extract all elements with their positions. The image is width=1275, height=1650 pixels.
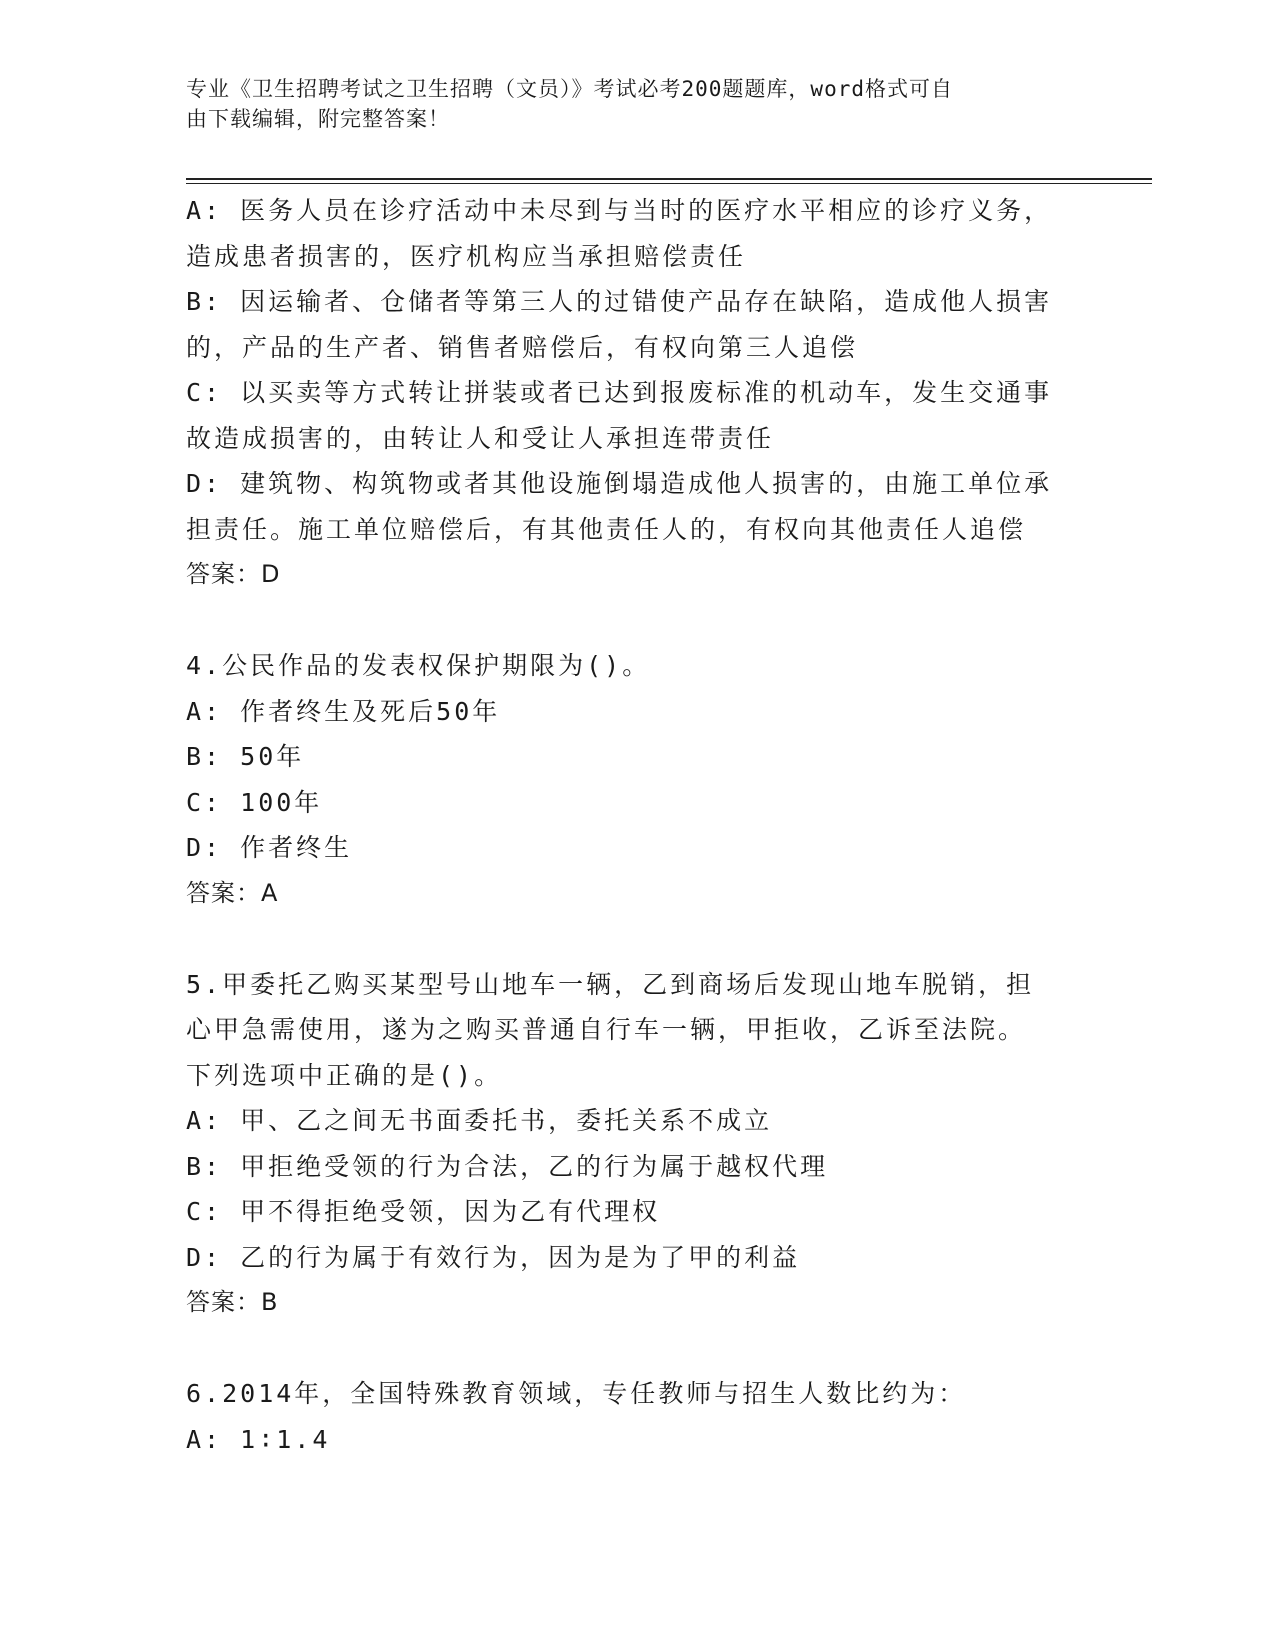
option-b: B: 因运输者、仓储者等第三人的过错使产品存在缺陷，造成他人损害 — [186, 287, 1053, 316]
option-c: C: 甲不得拒绝受领，因为乙有代理权 — [186, 1197, 661, 1226]
question-stem: 5.甲委托乙购买某型号山地车一辆，乙到商场后发现山地车脱销，担 — [186, 969, 1035, 999]
header-title-line-2: 由下载编辑，附完整答案！ — [186, 107, 450, 131]
question-stem: 4.公民作品的发表权保护期限为()。 — [186, 651, 651, 680]
header-divider-thin — [186, 183, 1152, 184]
header-divider-thick — [186, 178, 1152, 180]
spacer — [186, 916, 1076, 962]
answer: 答案：B — [186, 1288, 279, 1316]
option-a: A: 甲、乙之间无书面委托书，委托关系不成立 — [186, 1106, 773, 1135]
spacer — [186, 1326, 1076, 1372]
option-d: D: 乙的行为属于有效行为，因为是为了甲的利益 — [186, 1242, 801, 1272]
option-b-continued: 的，产品的生产者、销售者赔偿后，有权向第三人追偿 — [186, 332, 859, 362]
option-a: A: 作者终生及死后50年 — [186, 696, 501, 726]
option-c-continued: 故造成损害的，由转让人和受让人承担连带责任 — [186, 423, 775, 453]
option-c: C: 100年 — [186, 787, 323, 817]
question-5 — [186, 962, 1076, 1326]
question-stem-continued: 下列选项中正确的是()。 — [186, 1060, 503, 1090]
answer: 答案：D — [186, 560, 281, 588]
option-d: D: 建筑物、构筑物或者其他设施倒塌造成他人损害的，由施工单位承 — [186, 469, 1053, 498]
question-6 — [186, 1371, 1076, 1462]
option-a: A: 医务人员在诊疗活动中未尽到与当时的医疗水平相应的诊疗义务， — [186, 196, 1053, 225]
option-b: B: 50年 — [186, 742, 305, 771]
question-4 — [186, 643, 1076, 916]
option-a-continued: 造成患者损害的，医疗机构应当承担赔偿责任 — [186, 241, 747, 271]
question-stem-continued: 心甲急需使用，遂为之购买普通自行车一辆，甲拒收，乙诉至法院。 — [186, 1015, 1027, 1044]
spacer — [186, 598, 1076, 644]
question-3 — [186, 188, 1076, 598]
option-a: A: 1∶1.4 — [186, 1424, 331, 1454]
question-content — [186, 188, 1076, 1462]
question-stem: 6.2014年，全国特殊教育领域，专任教师与招生人数比约为： — [186, 1379, 967, 1408]
document-header — [186, 74, 1066, 134]
option-d: D: 作者终生 — [186, 833, 353, 862]
option-c: C: 以买卖等方式转让拼装或者已达到报废标准的机动车，发生交通事 — [186, 378, 1053, 407]
option-d-continued: 担责任。施工单位赔偿后，有其他责任人的，有权向其他责任人追偿 — [186, 514, 1027, 544]
header-title-line-1: 专业《卫生招聘考试之卫生招聘（文员）》考试必考200题题库，word格式可自 — [186, 77, 953, 101]
answer: 答案：A — [186, 878, 279, 907]
option-b: B: 甲拒绝受领的行为合法，乙的行为属于越权代理 — [186, 1151, 829, 1181]
